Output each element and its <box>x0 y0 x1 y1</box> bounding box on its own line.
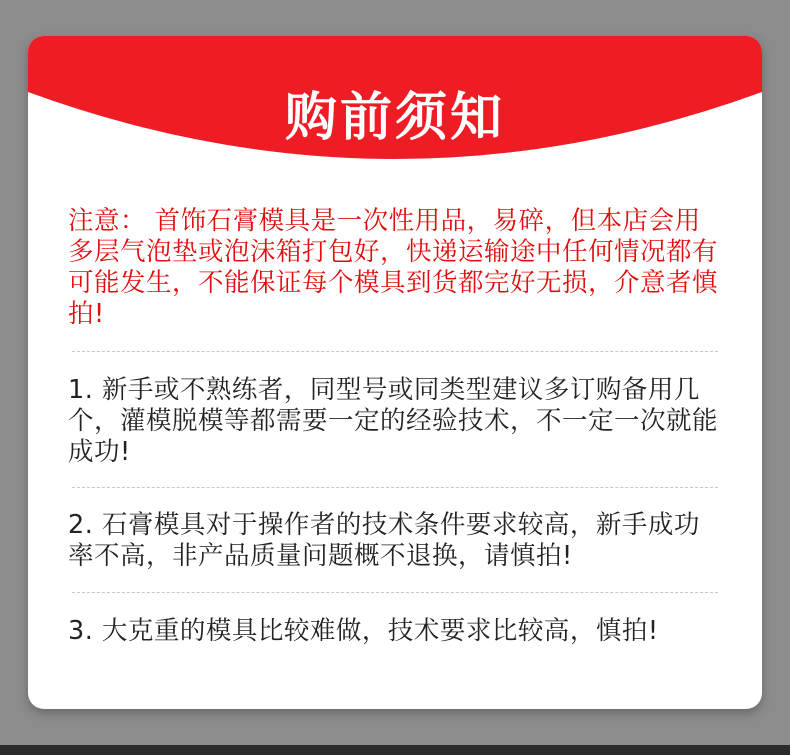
bottom-strip <box>0 745 790 755</box>
divider <box>72 351 718 352</box>
page-title: 购前须知 <box>284 88 505 148</box>
notice-text: 注意： 首饰石膏模具是一次性用品，易碎，但本店会用多层气泡垫或泡沫箱打包好，快递运输途中任何情况都有可能发生，不能保证每个模具到货都完好无损，介意者慎拍! <box>68 206 719 329</box>
notice-card <box>28 36 762 709</box>
divider <box>72 592 718 593</box>
notice-item-3: 3. 大克重的模具比较难做，技术要求比较高，慎拍! <box>68 616 659 646</box>
notice-item-2: 2. 石膏模具对于操作者的技术条件要求较高，新手成功率不高，非产品质量问题概不退换，请慎拍! <box>68 510 700 571</box>
page-subtitle: PRE-PURCHASE NOTICE <box>260 157 530 179</box>
notice-item-1: 1. 新手或不熟练者，同型号或同类型建议多订购备用几个，灌模脱模等都需要一定的经验技术，不一定一次就能成功! <box>68 375 719 467</box>
divider <box>72 487 718 488</box>
